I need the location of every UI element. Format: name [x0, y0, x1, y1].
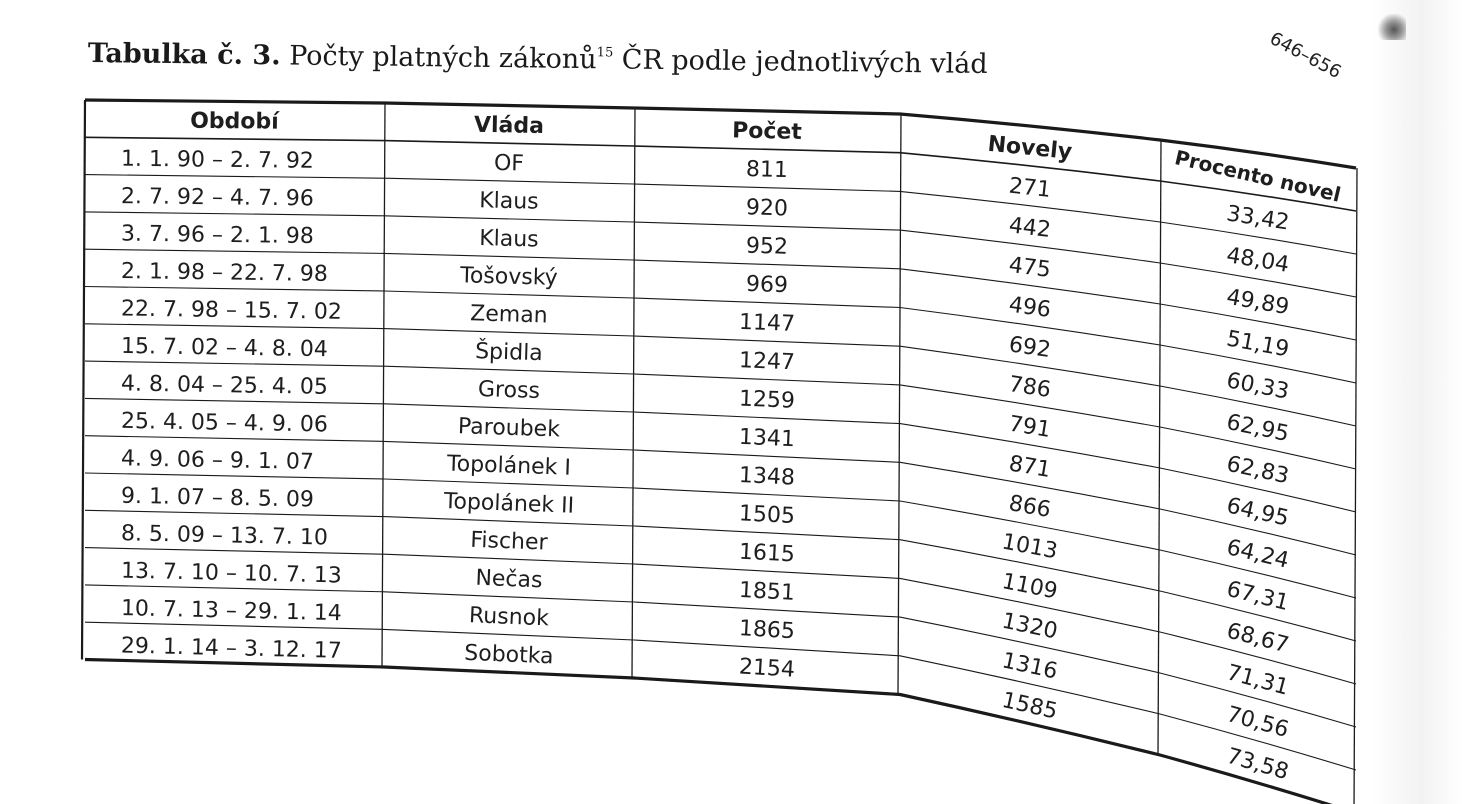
count-cell: 1615 — [738, 539, 796, 568]
period-cell: 2. 7. 92 – 4. 7. 96 — [120, 184, 315, 212]
caption-text: Počty platných zákonů — [288, 40, 597, 76]
caption-footnote: 15 — [596, 45, 614, 61]
table-bottom-border — [85, 660, 1356, 804]
government-cell: Fischer — [469, 527, 549, 556]
percent-cell: 64,95 — [1224, 493, 1292, 532]
caption-text-after: ČR podle jednotlivých vlád — [621, 44, 988, 80]
amendments-cell: 1585 — [999, 687, 1060, 725]
header-vlada: Vláda — [473, 112, 545, 140]
government-cell: Klaus — [478, 188, 539, 215]
percent-cell: 68,67 — [1224, 618, 1292, 659]
percent-cell: 62,83 — [1224, 451, 1292, 490]
count-cell: 1505 — [738, 501, 796, 530]
period-cell: 2. 1. 98 – 22. 7. 98 — [120, 259, 329, 287]
percent-cell: 71,31 — [1223, 660, 1292, 701]
percent-cell: 64,24 — [1224, 535, 1292, 574]
period-cell: 3. 7. 96 – 2. 1. 98 — [120, 221, 315, 250]
table-left-border — [82, 100, 85, 660]
period-cell: 10. 7. 13 – 29. 1. 14 — [120, 596, 343, 627]
government-cell: Tošovský — [459, 263, 559, 291]
amendments-cell: 871 — [1006, 451, 1053, 484]
count-cell: 811 — [745, 156, 789, 184]
count-cell: 1147 — [738, 309, 796, 337]
period-cell: 29. 1. 14 – 3. 12. 17 — [120, 633, 343, 664]
government-cell: Špidla — [474, 339, 544, 367]
caption-label: Tabulka č. 3. — [87, 38, 281, 72]
government-cell: Gross — [477, 377, 541, 404]
count-cell: 969 — [745, 271, 789, 299]
count-cell: 1247 — [738, 348, 796, 376]
header-procento-novel: Procento novel — [1172, 145, 1344, 207]
amendments-cell: 442 — [1007, 213, 1053, 243]
count-cell: 1341 — [738, 424, 796, 453]
amendments-cell: 1316 — [999, 648, 1060, 685]
count-cell: 920 — [745, 195, 789, 222]
period-cell: 25. 4. 05 – 4. 9. 06 — [120, 408, 329, 438]
period-cell: 9. 1. 07 – 8. 5. 09 — [120, 483, 315, 513]
amendments-cell: 1320 — [999, 608, 1060, 645]
government-cell: Sobotka — [463, 640, 555, 670]
count-cell: 1348 — [738, 463, 796, 491]
column-divider — [898, 114, 901, 695]
table-right-border — [1354, 168, 1357, 804]
percent-cell: 67,31 — [1224, 576, 1292, 617]
period-cell: 1. 1. 90 – 2. 7. 92 — [120, 146, 315, 174]
count-cell: 1259 — [738, 386, 796, 414]
amendments-cell: 475 — [1007, 252, 1053, 284]
header-pocet: Počet — [731, 118, 803, 145]
amendments-cell: 496 — [1007, 292, 1053, 324]
amendments-cell: 271 — [1007, 173, 1053, 203]
header-obdobi: Období — [190, 108, 279, 135]
count-cell: 952 — [745, 233, 789, 260]
amendments-cell: 1109 — [999, 569, 1060, 605]
period-cell: 13. 7. 10 – 10. 7. 13 — [120, 558, 343, 589]
column-divider — [382, 103, 385, 667]
government-cell: OF — [493, 150, 525, 177]
government-cell: Klaus — [478, 226, 539, 253]
percent-cell: 70,56 — [1223, 702, 1292, 743]
government-cell: Topolánek I — [446, 451, 572, 481]
government-cell: Paroubek — [457, 414, 561, 443]
count-cell: 1865 — [738, 616, 796, 645]
period-cell: 4. 8. 04 – 25. 4. 05 — [120, 371, 329, 400]
period-cell: 22. 7. 98 – 15. 7. 02 — [120, 296, 343, 325]
government-cell: Topolánek II — [443, 489, 575, 519]
government-cell: Rusnok — [468, 603, 550, 632]
government-cell: Zeman — [469, 301, 549, 329]
period-cell: 8. 5. 09 – 13. 7. 10 — [120, 521, 329, 551]
column-divider — [1158, 140, 1161, 755]
government-cell: Nečas — [474, 565, 543, 594]
amendments-cell: 791 — [1007, 411, 1053, 444]
percent-cell: 60,33 — [1224, 368, 1292, 405]
percent-cell: 51,19 — [1224, 326, 1291, 363]
amendments-cell: 692 — [1007, 332, 1053, 364]
column-divider — [632, 108, 635, 678]
percent-cell: 73,58 — [1223, 743, 1292, 786]
count-cell: 1851 — [738, 577, 796, 606]
amendments-cell: 866 — [1006, 491, 1053, 524]
amendments-cell: 1013 — [999, 529, 1060, 565]
percent-cell: 33,42 — [1224, 201, 1291, 236]
percent-cell: 48,04 — [1224, 243, 1291, 278]
percent-cell: 62,95 — [1224, 409, 1292, 448]
percent-cell: 49,89 — [1224, 284, 1291, 321]
period-cell: 15. 7. 02 – 4. 8. 04 — [120, 333, 329, 363]
period-cell: 4. 9. 06 – 9. 1. 07 — [120, 446, 315, 475]
handwritten-page-note: 646–656 — [1266, 28, 1345, 84]
count-cell: 2154 — [738, 654, 796, 683]
amendments-cell: 786 — [1007, 371, 1053, 404]
header-novely: Novely — [986, 131, 1074, 166]
